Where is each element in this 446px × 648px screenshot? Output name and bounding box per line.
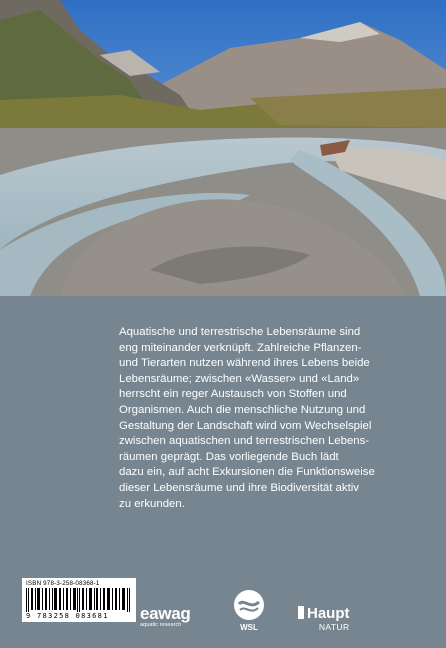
haupt-logo: [298, 606, 350, 632]
blurb-line: Organismen. Auch die menschliche Nutzung und: [119, 403, 366, 416]
back-cover-blurb: [119, 325, 419, 512]
haupt-logo-subtitle: NATUR: [318, 622, 350, 632]
blurb-line: Gestaltung der Landschaft wird vom Wechselspiel: [119, 419, 372, 432]
blurb-line: und Tierarten nutzen während ihres Lebens beide: [119, 357, 370, 370]
isbn-label: ISBN 978-3-258-08368-1: [26, 580, 100, 587]
mountain-river-illustration: [0, 0, 446, 296]
blurb-line: eng miteinander verknüpft. Zahlreiche Pflanzen-: [119, 341, 362, 354]
haupt-mark-icon: [298, 606, 304, 619]
blurb-line: Aquatische und terrestrische Lebensräume sind: [119, 326, 361, 338]
barcode-bars: [26, 588, 132, 612]
wsl-logo-name: WSL: [240, 623, 258, 632]
blurb-line: dazu ein, auf acht Exkursionen die Funktionsweise: [119, 466, 375, 479]
blurb-line: dieser Lebensräume und ihre Biodiversität aktiv: [119, 481, 359, 494]
cover-photo: [0, 0, 446, 296]
wsl-logo: [232, 588, 266, 632]
wsl-logo-mark: [232, 588, 266, 632]
blurb-line: räumen geprägt. Das vorliegende Buch lädt: [119, 450, 339, 463]
blurb-line: Lebensräume; zwischen «Wasser» und «Land»: [119, 372, 360, 385]
eawag-logo: [140, 605, 214, 629]
isbn-digits: 9 783258 083681: [26, 612, 109, 620]
eawag-logo-subtitle: aquatic research: [140, 622, 182, 628]
blurb-line: zu erkunden.: [119, 497, 185, 510]
blurb-line: zwischen aquatischen und terrestrischen Lebens-: [119, 435, 370, 448]
haupt-logo-name: Haupt: [307, 605, 350, 622]
eawag-logo-name: eawag: [140, 604, 191, 623]
blurb-line: herrscht ein reger Austausch von Stoffen und: [119, 388, 347, 401]
isbn-barcode: [22, 578, 136, 622]
